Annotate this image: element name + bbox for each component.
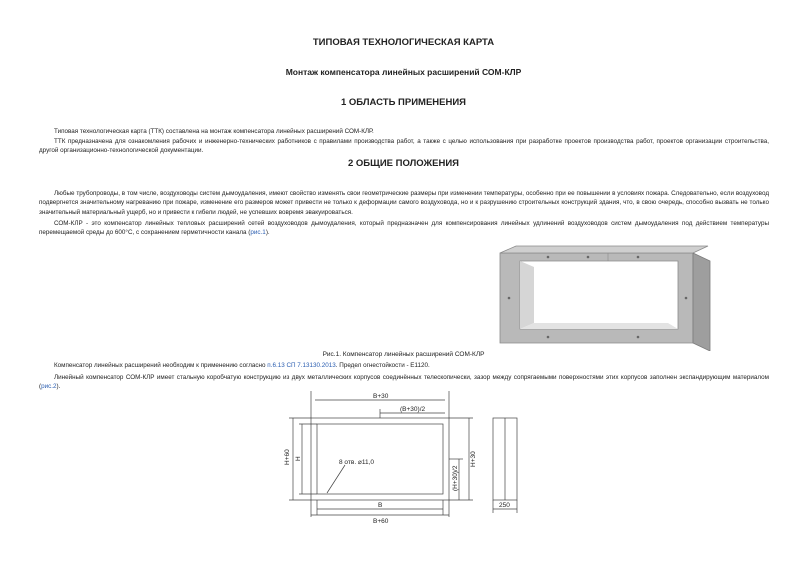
dim-label-h30-half: (H+30)/2 xyxy=(452,465,459,491)
section-1-paragraph-2: ТТК предназначена для ознакомления рабочих и инженерно-технических работников с правилами производства работ, а также с целью использования при разработке проектов производства работ, проектов организации строительства, другой организационно-технологической документации. xyxy=(39,138,769,155)
front-view-outer xyxy=(311,418,449,500)
compensator-top-face xyxy=(500,246,708,253)
compensator-inner-bottom-wall xyxy=(520,323,678,329)
front-view-inner xyxy=(317,424,443,494)
section-1-paragraph-1: Типовая технологическая карта (ТТК) составлена на монтаж компенсатора линейных расширений СОМ-КЛР. xyxy=(54,128,374,135)
compensator-side-face xyxy=(693,253,710,351)
dim-label-side-250: 250 xyxy=(499,502,510,509)
section-2-heading: 2 ОБЩИЕ ПОЛОЖЕНИЯ xyxy=(348,158,459,169)
bolt xyxy=(587,256,590,259)
dim-label-h60: H+60 xyxy=(284,449,291,465)
bolt xyxy=(547,256,550,259)
paragraph-text: Компенсатор линейных расширений необходим к применению согласно xyxy=(54,362,268,369)
bolt xyxy=(637,256,640,259)
paragraph-end: ). xyxy=(56,383,61,391)
figure-1-link[interactable]: рис.1 xyxy=(250,229,266,237)
paragraph-text: Линейный компенсатор СОМ-КЛР имеет стальную коробчатую конструкцию из двух металлических корпусов соединённых телескопически, зазор между сопрягаемыми поверхностями этих корпусов заполнен экспандирующим материалом ( xyxy=(39,374,769,391)
figure-1-compensator-photo xyxy=(488,243,728,351)
section-2-paragraph-2 xyxy=(39,219,769,238)
dim-label-b: B xyxy=(378,502,383,509)
dim-label-b30: B+30 xyxy=(373,393,389,400)
dim-label-b60: B+60 xyxy=(373,518,389,525)
holes-leader xyxy=(327,465,345,493)
section-2-paragraph-3 xyxy=(39,361,769,370)
figure-2-link[interactable]: рис.2 xyxy=(41,383,57,391)
dim-label-b30-half: (B+30)/2 xyxy=(400,406,426,413)
section-1-heading: 1 ОБЛАСТЬ ПРИМЕНЕНИЯ xyxy=(340,97,467,108)
bolt xyxy=(508,297,511,300)
bolt xyxy=(637,336,640,339)
figure-1-caption: Рис.1. Компенсатор линейных расширений СОМ-КЛР xyxy=(322,351,485,358)
document-subtitle: Монтаж компенсатора линейных расширений СОМ-КЛР xyxy=(285,67,522,77)
bolt xyxy=(685,297,688,300)
compensator-opening xyxy=(520,261,678,329)
paragraph-end: . Предел огнестойкости - Е1120. xyxy=(335,362,430,369)
dim-label-h30: H+30 xyxy=(470,451,477,467)
dim-label-h: H xyxy=(295,456,302,461)
dim-label-holes: 8 отв. ⌀11,0 xyxy=(339,459,375,466)
paragraph-end: ). xyxy=(265,229,270,237)
section-2-paragraph-1: Любые трубопроводы, в том числе, воздуховоды систем дымоудаления, имеют свойство изменять свои геометрические размеры при изменении температуры, особенно при ее повышении в условиях пожара. Следовательно, если воздуховод подвергнется значительному нагреванию при пожаре, изменение его размеров может привести не только к деформации самого воздуховода, но и к разрушению строительных конструкций здания, что, в свою очередь, способно вызвать не только значительный материальный ущерб, но и привести к гибели людей, не успевших вовремя эвакуироваться. xyxy=(39,190,769,216)
bolt xyxy=(547,336,550,339)
paragraph-text: СОМ-КЛР - это компенсатор линейных тепловых расширений сетей воздуховодов дымоудаления, который предназначен для компенсирования линейных удлинений воздуховодов систем дымоудаления под действием температуры перемещаемой среды до 600°С, с сохранением герметичности канала ( xyxy=(39,220,769,237)
compensator-inner-left-wall xyxy=(520,261,534,329)
figure-2-technical-drawing xyxy=(275,385,535,525)
sp-link[interactable]: п.6.13 СП 7.13130.2013 xyxy=(267,362,336,369)
document-title: ТИПОВАЯ ТЕХНОЛОГИЧЕСКАЯ КАРТА xyxy=(312,37,495,48)
